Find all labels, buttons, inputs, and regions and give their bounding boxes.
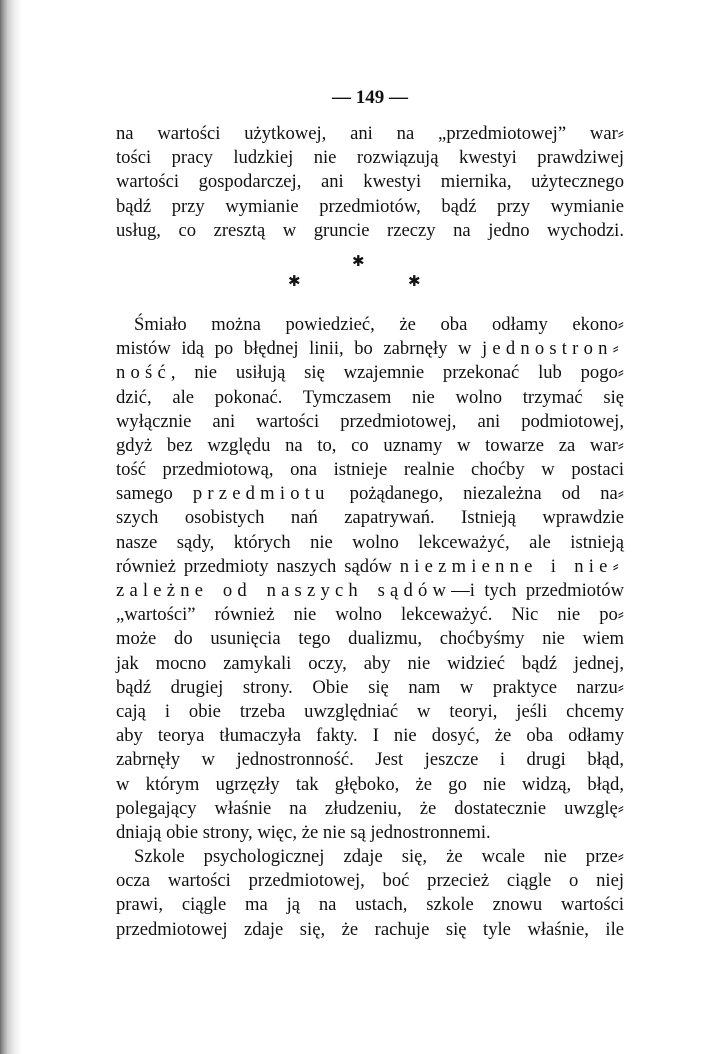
paragraph-3 bbox=[116, 845, 624, 942]
text-line: wyłącznie ani wartości przedmiotowej, ani podmiotowej, bbox=[116, 410, 624, 432]
text-line: nasze sądy, których nie wolno lekceważyć, ale istnieją bbox=[116, 531, 624, 553]
asterisk-icon: ✱ bbox=[408, 273, 421, 290]
text-line: dzić, ale pokonać. Tymczasem nie wolno trzymać się bbox=[116, 386, 624, 408]
text-run: , nie usiłują się wzajemnie przekonać lub pogo⸗ bbox=[170, 362, 624, 384]
text-line: w którym ugrzęzły tak głęboko, że go nie widzą, błąd, bbox=[116, 773, 624, 795]
text-line: usług, co zresztą w gruncie rzeczy na jedno wychodzi. bbox=[116, 219, 624, 241]
text-line: dniają obie strony, więc, że nie są jednostronnemi. bbox=[116, 821, 491, 843]
text-line: bądź przy wymianie przedmiotów, bądź przy wymianie bbox=[116, 195, 624, 217]
text-line: „wartości” również nie wolno lekceważyć. Nic nie po⸗ bbox=[116, 604, 624, 626]
text-line: cają i obie trzeba uwzględniać w teoryi, jeśli chcemy bbox=[116, 700, 624, 722]
text-run: pożądanego, niezależna od na⸗ bbox=[329, 483, 624, 505]
text-line: przedmiotowej zdaje się, że rachuje się tyle właśnie, ile bbox=[116, 918, 624, 940]
spaced-emphasis: jednostron⸗ bbox=[482, 338, 624, 360]
text-line: Śmiało można powiedzieć, że oba odłamy ekono⸗ bbox=[134, 313, 624, 335]
text-run: mistów idą po błędnej linii, bo zabrnęły w bbox=[116, 338, 483, 360]
text-line: gdyż bez względu na to, co uznamy w towarze za war⸗ bbox=[116, 434, 624, 456]
text-run: —i tych przedmiotów bbox=[451, 580, 624, 601]
book-page bbox=[116, 84, 624, 942]
text-line: wartości gospodarczej, ani kwestyi miernika, użytecznego bbox=[116, 171, 624, 193]
text-line: na wartości użytkowej, ani na „przedmiotowej” war⸗ bbox=[116, 123, 624, 144]
text-line: aby teorya tłumaczyła fakty. I nie dosyć, że oba odłamy bbox=[116, 725, 624, 747]
text-line: jak mocno zamykali oczy, aby nie widzieć bądź jednej, bbox=[116, 652, 624, 674]
spaced-emphasis: niezmienne i nie⸗ bbox=[399, 555, 624, 577]
text-line: polegający właśnie na złudzeniu, że dostatecznie uwzglę⸗ bbox=[116, 797, 624, 819]
text-line: zabrnęły w jednostronność. Jest jeszcze i drugi błąd, bbox=[116, 749, 624, 771]
spaced-emphasis: przedmiotu bbox=[192, 483, 330, 505]
text-line bbox=[116, 555, 624, 579]
spaced-emphasis: ność bbox=[116, 362, 171, 384]
text-line bbox=[116, 361, 624, 385]
asterisk-icon: ✱ bbox=[288, 273, 301, 290]
text-line: tość przedmiotową, ona istnieje realnie choćby w postaci bbox=[116, 459, 624, 481]
book-binding-shadow bbox=[0, 0, 22, 1054]
asterisk-icon: ✱ bbox=[352, 253, 365, 270]
text-line bbox=[116, 482, 624, 506]
page-number: — 149 — bbox=[332, 87, 408, 108]
text-line: ocza wartości przedmiotowej, boć przecież ciągle o niej bbox=[116, 870, 624, 892]
text-line: może do usunięcia tego dualizmu, choćbyśmy nie wiem bbox=[116, 628, 624, 650]
text-line: prawi, ciągle ma ją na ustach, szkole znowu wartości bbox=[116, 894, 624, 916]
spaced-emphasis: zależne od naszych sądów bbox=[116, 580, 452, 601]
asterism-divider bbox=[116, 251, 624, 301]
paragraph-1 bbox=[116, 122, 624, 243]
text-run: samego bbox=[116, 483, 193, 505]
text-line: Szkole psychologicznej zdaje się, że wcale nie prze⸗ bbox=[134, 846, 624, 868]
paragraph-2 bbox=[116, 313, 624, 845]
text-run: również przedmioty naszych sądów bbox=[116, 555, 400, 577]
text-line bbox=[116, 579, 624, 603]
text-line: bądź drugiej strony. Obie się nam w praktyce narzu⸗ bbox=[116, 676, 624, 698]
text-line bbox=[116, 337, 624, 361]
text-line: tości pracy ludzkiej nie rozwiązują kwestyi prawdziwej bbox=[116, 147, 624, 169]
text-line: szych osobistych nań zapatrywań. Istnieją wprawdzie bbox=[116, 507, 624, 529]
